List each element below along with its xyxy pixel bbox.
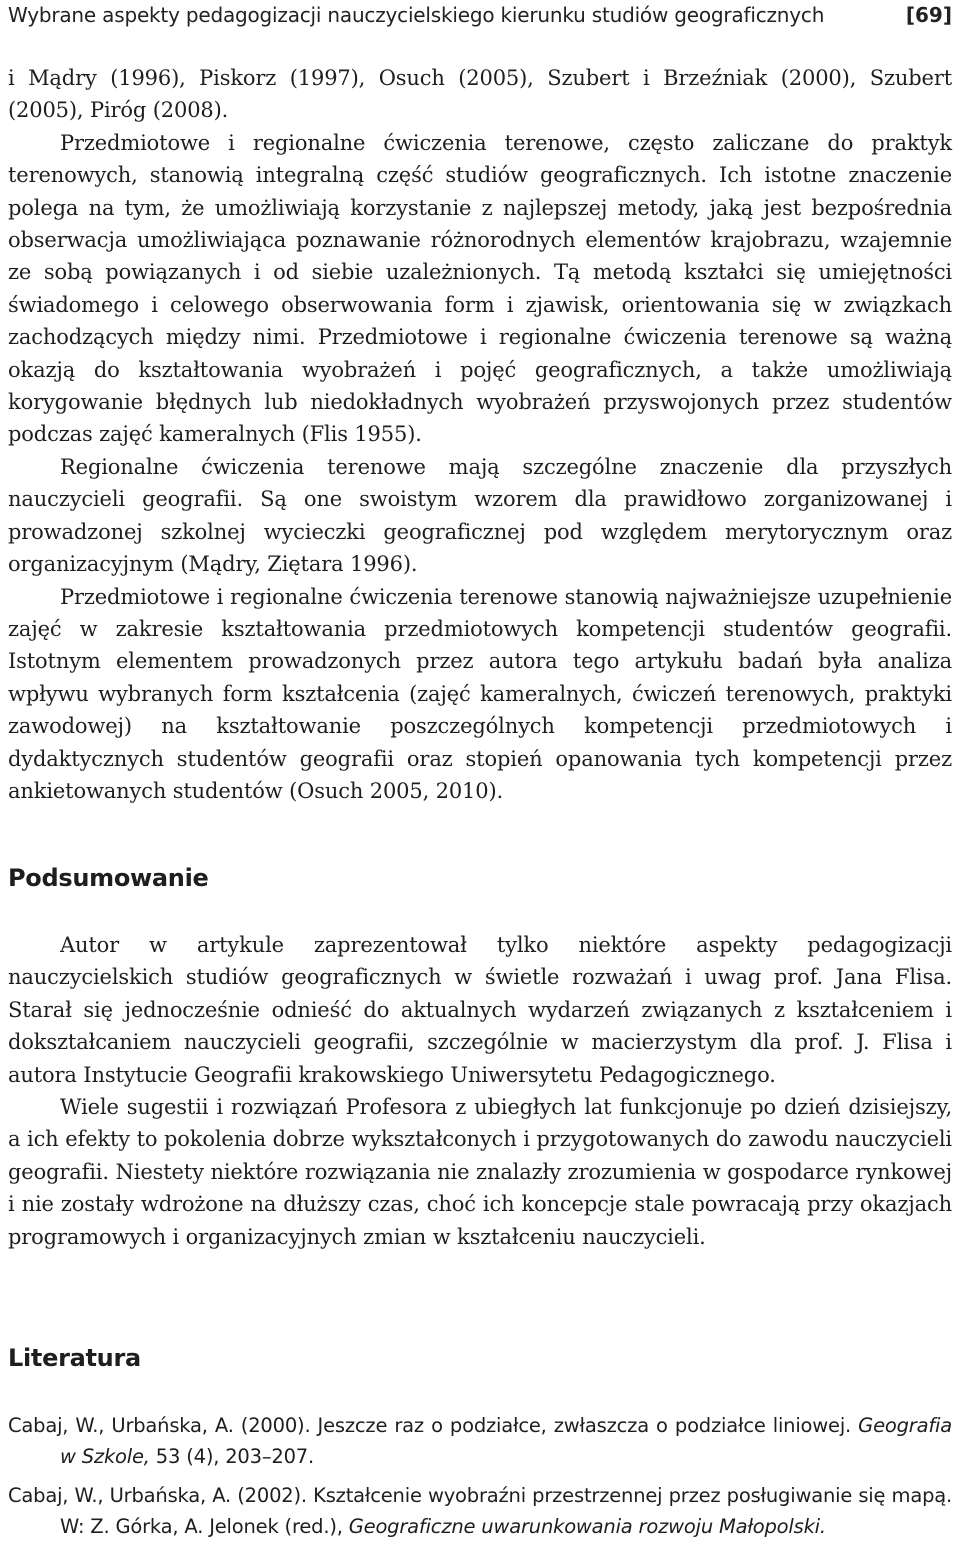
paragraph: Przedmiotowe i regionalne ćwiczenia terenowe, często zaliczane do praktyk terenowych, stanowią integralną część studiów geograficznych. Ich istotne znaczenie polega na tym, że umożliwiają korzystanie z najlepszej metody, jaką jest bezpośrednia obserwacja umożliwiająca poznawanie różnorodnych elementów krajobrazu, wzajemnie ze sobą powiązanych i od siebie uzależnionych. Tą metodą kształci się umiejętności świadomego i celowego obserwowania form i zjawisk, orientowania się w związkach zachodzących między nimi. Przedmiotowe i regionalne ćwiczenia terenowe są ważną okazją do kształtowania wyobrażeń i pojęć geograficznych, a także umożliwiają korygowanie błędnych lub niedokładnych wyobrażeń przyswojonych przez studentów podczas zajęć kameralnych (Flis 1955). [8, 130, 952, 447]
paragraph: Regionalne ćwiczenia terenowe mają szczególne znaczenie dla przyszłych nauczycieli geografii. Są one swoistym wzorem dla prawidłowo zorganizowanej i prowadzonej szkolnej wycieczki geograficznej pod względem merytorycznym oraz organizacyjnym (Mądry, Ziętara 1996). [8, 454, 952, 577]
paragraph: Wiele sugestii i rozwiązań Profesora z ubiegłych lat funkcjonuje po dzień dzisiejszy, a ich efekty to pokolenia dobrze wykształconych i przygotowanych do zawodu nauczycieli geografii. Niestety niektóre rozwiązania nie znalazły zrozumienia w gospodarce rynkowej i nie zostały wdrożone na dłuższy czas, choć ich koncepcje stale powracają przy okazjach programowych i organizacyjnych zmian w kształceniu nauczycieli. [8, 1095, 952, 1249]
paragraph: Autor w artykule zaprezentował tylko niektóre aspekty pedagogizacji nauczycielskich studiów geograficznych w świetle rozważań i uwag prof. Jana Flisa. Starał się jednocześnie odnieść do aktualnych wydarzeń związanych z kształceniem i dokształcaniem nauczycieli geografii, szczególnie w macierzystym dla prof. J. Flisa i autora Instytucie Geografii krakowskiego Uniwersytetu Pedagogicznego. [8, 933, 952, 1087]
reference-text: Cabaj, W., Urbańska, A. (2000). Jeszcze raz o podziałce, zwłaszcza o podziałce liniowej. [8, 1414, 859, 1437]
reference-text: Cabaj, W., Urbańska, A. (2002). Kształcenie wyobraźni przestrzennej przez posługiwanie się mapą. W: Z. Górka, A. Jelonek (red.), [8, 1484, 952, 1538]
reference-source: Geografia w Szkole, [60, 1414, 952, 1468]
paragraph: Przedmiotowe i regionalne ćwiczenia terenowe stanowią najważniejsze uzupełnienie zajęć w zakresie kształtowania przedmiotowych kompetencji studentów geografii. Istotnym elementem prowadzonych przez autora tego artykułu badań była analiza wpływu wybranych form kształcenia (zajęć kameralnych, ćwiczeń terenowych, praktyki zawodowej) na kształtowanie poszczególnych kompetencji przedmiotowych i dydaktycznych studentów geografii oraz stopień opanowania tych kompetencji przez ankietowanych studentów (Osuch 2005, 2010). [8, 584, 952, 803]
section-heading-literature: Literatura [8, 1344, 141, 1372]
running-title: Wybrane aspekty pedagogizacji nauczycielskiego kierunku studiów geograficznych [8, 3, 825, 27]
paragraph: i Mądry (1996), Piskorz (1997), Osuch (2005), Szubert i Brzeźniak (2000), Szubert (2005), Piróg (2008). [8, 66, 952, 123]
section-heading-summary: Podsumowanie [8, 864, 209, 892]
main-body [8, 62, 952, 807]
reference-item [8, 1410, 952, 1472]
running-header [8, 0, 952, 30]
reference-list [8, 1410, 952, 1550]
reference-item [8, 1480, 952, 1542]
page-number: [69] [905, 3, 952, 27]
reference-tail: 53 (4), 203–207. [149, 1445, 315, 1468]
summary-body [8, 929, 952, 1253]
reference-source: Geograficzne uwarunkowania rozwoju Małopolski. [348, 1515, 826, 1538]
